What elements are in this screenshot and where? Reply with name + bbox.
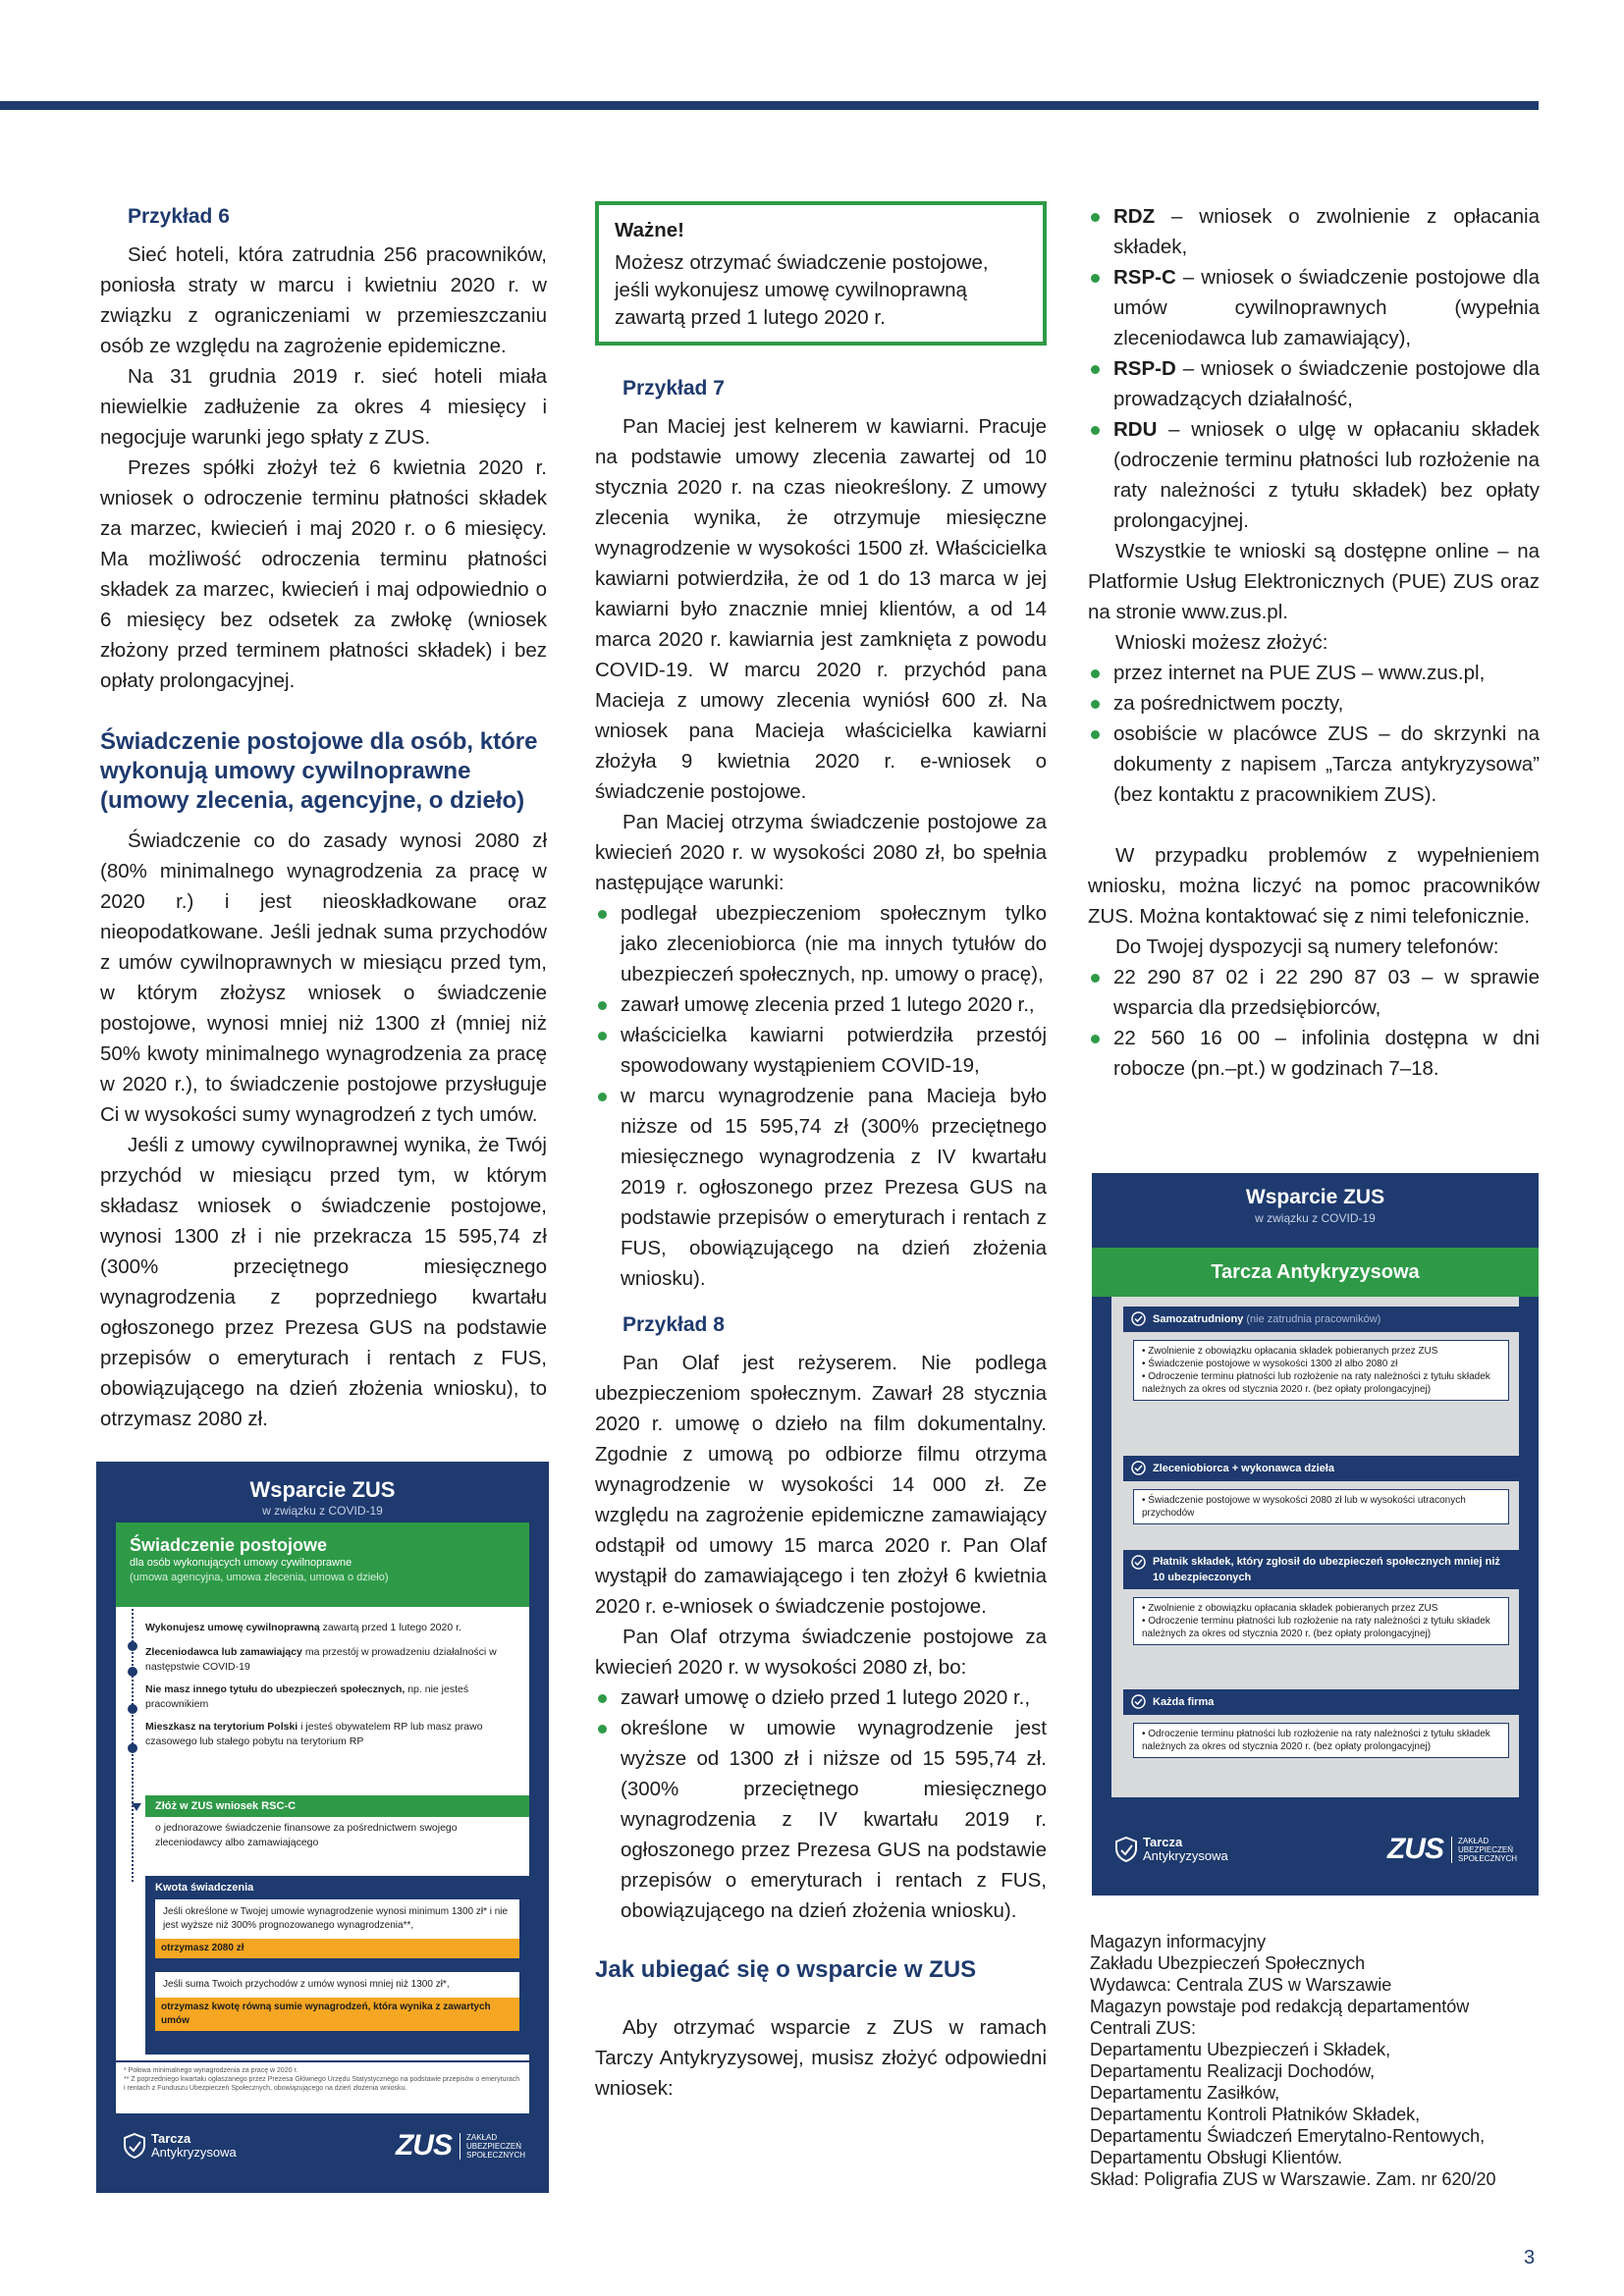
item-text: ma przestój w prowadzeniu działalności w następstwie COVID-19 (145, 1646, 497, 1673)
item-text: Świadczenie postojowe w wysokości 1300 zł albo 2080 zł (1148, 1359, 1398, 1369)
item-text: Odroczenie terminu płatności lub rozłożenie na raty należności z tytułu składek należnych za okres od stycznia 2020 r. (bez opłaty prolongacyjnej) (1142, 1729, 1490, 1752)
imprint-line: Departamentu Kontroli Płatników Składek, (1090, 2105, 1421, 2124)
imprint-line: Departamentu Zasiłków, (1090, 2083, 1280, 2103)
arrow-icon (132, 1803, 141, 1811)
group-platnik (1123, 1550, 1519, 1645)
check-circle-icon (1131, 1461, 1146, 1475)
group-item: • Odroczenie terminu płatności lub rozłożenie na raty należności z tytułu składek należnych za okres od stycznia 2020 r. (bez opłaty prolongacyjnej) (1142, 1371, 1490, 1395)
item-text: Zwolnienie z obowiązku opłacania składek pobieranych przez ZUS (1148, 1603, 1438, 1614)
tarcza-logo (124, 2132, 237, 2160)
form-code: RDU (1113, 418, 1158, 441)
item-text: Zwolnienie z obowiązku opłacania składek pobieranych przez ZUS (1148, 1346, 1438, 1357)
form-code: RSP-D (1113, 357, 1176, 380)
example-8-title: Przykład 8 (623, 1313, 725, 1336)
column-3 (1088, 201, 1540, 1084)
list-item: za pośrednictwem poczty, (1088, 688, 1540, 719)
form-desc: – wniosek o świadczenie postojowe dla umów cywilnoprawnych (wypełnia zleceniodawca lub zamawiający), (1113, 266, 1540, 349)
list-item: 22 290 87 02 i 22 290 87 03 – w sprawie wsparcia dla przedsiębiorców, (1088, 962, 1540, 1023)
item-bold: Nie masz innego tytułu do ubezpieczeń społecznych, (145, 1683, 406, 1695)
shield-icon (1115, 1837, 1137, 1862)
list-item: zawarł umowę zlecenia przed 1 lutego 2020 r., (595, 989, 1047, 1020)
imprint-line: Departamentu Świadczeń Emerytalno-Rentowych, (1090, 2126, 1486, 2146)
group-item: • Odroczenie terminu płatności lub rozłożenie na raty należności z tytułu składek należnych za okres od stycznia 2020 r. (bez opłaty prolongacyjnej) (1142, 1729, 1490, 1752)
form-desc: – wniosek o świadczenie postojowe dla prowadzących działalność, (1113, 357, 1540, 410)
groups-area (1111, 1297, 1519, 1797)
info-item (145, 1682, 518, 1712)
form-desc: – wniosek o zwolnienie z opłacania składek, (1113, 205, 1540, 258)
form-desc: – wniosek o ulgę w opłacaniu składek (odroczenie terminu płatności lub rozłożenie na raty należności z tytułu składek) bez opłaty prolongacyjnej. (1113, 418, 1540, 532)
imprint-line: Departamentu Ubezpieczeń i Składek, (1090, 2040, 1391, 2059)
group-samozatrudniony (1123, 1307, 1519, 1401)
timeline-dot (128, 1704, 137, 1714)
info-item (145, 1720, 518, 1749)
head-text: Zleceniobiorca + wykonawca dzieła (1153, 1463, 1334, 1474)
info-title: Wsparcie ZUS (1245, 1186, 1385, 1208)
imprint-line: Departamentu Obsługi Klientów. (1090, 2148, 1343, 2167)
paragraph: Pan Olaf jest reżyserem. Nie podlega ubezpieczeniom społecznym. Zawarł 28 stycznia 2020 r. umowę o dzieło na film dokumentalny. Zgodnie z umową po odbiorze filmu otrzyma wynagrodzenie w wysokości 14 000 zł. Ze względu na zagrożenie epidemiczne zamawiający odstąpił od umowy 15 marca 2020 r. Pan Olaf wystąpił do zamawiającego i ten złożył 6 kwietnia 2020 r. e-wniosek o świadczenie postojowe. (595, 1352, 1047, 1618)
shield-icon (124, 2133, 145, 2159)
item-text: np. nie jesteś pracownikiem (145, 1683, 469, 1710)
info-items (145, 1621, 518, 1749)
imprint-line: Departamentu Realizacji Dochodów, (1090, 2061, 1376, 2081)
case-result: otrzymasz kwotę równą sumie wynagrodzeń, która wynika z zawartych umów (155, 1998, 519, 2031)
head-text: Każda firma (1153, 1696, 1215, 1708)
imprint-line: Skład: Poligrafia ZUS w Warszawie. Zam. nr 620/20 (1090, 2169, 1496, 2189)
zus-text: ZAKŁAD (1457, 1836, 1489, 1845)
group-zleceniobiorca (1123, 1456, 1519, 1524)
list-item: w marcu wynagrodzenie pana Macieja było niższe od 15 595,74 zł (300% przeciętnego miesięcznego wynagrodzenia z IV kwartału 2019 r. ogłoszonego przez Prezesa GUS na podstawie przepisów o emeryturach i rentach z FUS, obowiązującego na dzień złożenia wniosku). (595, 1081, 1047, 1294)
item-text: Świadczenie postojowe w wysokości 2080 zł lub w wysokości utraconych przychodów (1142, 1495, 1466, 1519)
paragraph: W przypadku problemów z wypełnieniem wniosku, można liczyć na pomoc pracowników ZUS. Można kontaktować się z nimi telefonicznie. (1088, 844, 1540, 928)
item-text: i jesteś obywatelem RP lub masz prawo czasowego lub stałego pobytu na terytorium RP (145, 1721, 483, 1747)
conditions-list (595, 1682, 1047, 1926)
paragraph: Do Twojej dyspozycji są numery telefonów: (1115, 935, 1499, 958)
paragraph: Aby otrzymać wsparcie z ZUS w ramach Tarczy Antykryzysowej, musisz złożyć odpowiedni wniosek: (595, 2016, 1047, 2100)
column-2 (595, 201, 1047, 2104)
column-1 (100, 201, 547, 1434)
logo-text: Tarcza (1143, 1835, 1183, 1849)
list-item: podlegał ubezpieczeniom społecznym tylko jako zleceniobiorca (nie ma innych tytułów do ubezpieczeń społecznych, np. umowy o pracę), (595, 898, 1047, 989)
zus-text: ZAKŁAD (465, 2132, 498, 2142)
page-number: 3 (1524, 2247, 1536, 2269)
example-7-title: Przykład 7 (623, 377, 725, 400)
case-text: Jeśli suma Twoich przychodów z umów wynosi mniej niż 1300 zł*, (163, 1979, 450, 1990)
imprint (1090, 1931, 1538, 2190)
info-body (116, 1522, 529, 2060)
imprint-line: Centrali ZUS: (1090, 2018, 1197, 2038)
apply-bar: Złóż w ZUS wniosek RSC-C (145, 1795, 529, 1817)
check-circle-icon (1131, 1555, 1146, 1570)
info-title: Wsparcie ZUS (249, 1477, 396, 1502)
info-subtitle: w związku z COVID-19 (1255, 1211, 1376, 1225)
item-text: Odroczenie terminu płatności lub rozłożenie na raty należności z tytułu składek należnych za okres od stycznia 2020 r. (bez opłaty prolongacyjnej) (1142, 1616, 1490, 1639)
paragraph: Pan Maciej otrzyma świadczenie postojowe za kwiecień 2020 r. w wysokości 2080 zł, bo spełnia następujące warunki: (595, 811, 1047, 894)
info-green-header (116, 1522, 529, 1607)
group-items (1133, 1597, 1509, 1645)
head-text: Płatnik składek, który zgłosił do ubezpieczeń społecznych mniej niż 10 ubezpieczonych (1153, 1556, 1500, 1583)
footnote: ** Z poprzedniego kwartału ogłaszanego przez Prezesa Głównego Urzędu Statystycznego na podstawie przepisów o emeryturach i rentach z Funduszu Ubezpieczeń Społecznych, obowiązującego na dzień złożenia wniosku. (124, 2076, 520, 2092)
imprint-line: Magazyn powstaje pod redakcją departamentów (1090, 1997, 1470, 2016)
info-footer (124, 2129, 525, 2163)
zus-logo (1387, 1833, 1517, 1866)
item-bold: Mieszkasz na terytorium Polski (145, 1721, 298, 1733)
timeline-dot (128, 1667, 137, 1677)
info-item (145, 1645, 518, 1675)
form-code: RDZ (1113, 205, 1156, 228)
list-item (1088, 414, 1540, 536)
paragraph: Jeśli z umowy cywilnoprawnej wynika, że Twój przychód w miesiącu przed tym, w którym składasz wniosek o świadczenie postojowe, wynosi 1300 zł i nie przekracza 15 595,74 zł (300% przeciętnego miesięcznego wynagrodzenia z poprzedniego kwartału ogłoszonego przez Prezesa GUS na podstawie przepisów o emeryturach i rentach z FUS, obowiązującego na dzień złożenia wniosku), to otrzymasz 2080 zł. (100, 1134, 547, 1430)
list-item (1088, 201, 1540, 262)
check-circle-icon (1131, 1311, 1146, 1326)
phones-list (1088, 962, 1540, 1084)
example-6-title: Przykład 6 (128, 205, 230, 228)
info-subtitle: w związku z COVID-19 (262, 1504, 383, 1518)
group-items (1133, 1340, 1509, 1401)
list-item (1088, 262, 1540, 353)
important-box (595, 201, 1047, 346)
info-footer (1115, 1833, 1517, 1866)
conditions-list (595, 898, 1047, 1294)
paragraph: Prezes spółki złożył też 6 kwietnia 2020 r. wniosek o odroczenie terminu płatności składek za marzec, kwiecień i maj 2020 r. o 6 miesięcy. Ma możliwość odroczenia terminu płatności składek za marzec, kwiecień i maj odpowiednio o 6 miesięcy bez odsetek za zwłokę (wniosek złożony przed terminem płatności składek) i bez opłaty prolongacyjnej. (100, 456, 547, 692)
green-sub: (umowa agencyjna, umowa zlecenia, umowa o dzieło) (130, 1572, 389, 1583)
paragraph: Pan Olaf otrzyma świadczenie postojowe za kwiecień 2020 r. w wysokości 2080 zł, bo: (595, 1626, 1047, 1679)
logo-text: Antykryzysowa (151, 2145, 237, 2160)
zus-text: UBEZPIECZEŃ (1457, 1844, 1513, 1854)
green-title-bar: Tarcza Antykryzysowa (1092, 1248, 1539, 1297)
group-head (1123, 1550, 1519, 1589)
group-kazda-firma (1123, 1689, 1519, 1758)
footnote: * Połowa minimalnego wynagrodzenia za pracę w 2020 r. (124, 2067, 298, 2074)
zus-logo (396, 2129, 525, 2163)
list-item: przez internet na PUE ZUS – www.zus.pl, (1088, 658, 1540, 688)
section-heading: Świadczenie postojowe dla osób, które wykonują umowy cywilnoprawne (umowy zlecenia, agencyjne, o dzieło) (100, 728, 538, 814)
section-heading: Jak ubiegać się o wsparcie w ZUS (595, 1956, 977, 1983)
group-item: • Odroczenie terminu płatności lub rozłożenie na raty należności z tytułu składek należnych za okres od stycznia 2020 r. (bez opłaty prolongacyjnej) (1142, 1616, 1490, 1639)
imprint-line: Wydawca: Centrala ZUS w Warszawie (1090, 1975, 1392, 1995)
important-title: Ważne! (615, 219, 684, 241)
group-item: • Zwolnienie z obowiązku opłacania składek pobieranych przez ZUS (1142, 1603, 1438, 1614)
case-2 (155, 1972, 519, 2031)
zus-mark: ZUS (1386, 1833, 1443, 1865)
amount-box (145, 1876, 529, 2055)
item-text: zawartą przed 1 lutego 2020 r. (319, 1622, 461, 1633)
paragraph: Wnioski możesz złożyć: (1115, 631, 1328, 654)
imprint-line: Zakładu Ubezpieczeń Społecznych (1090, 1953, 1366, 1973)
infographic-postojowe (96, 1462, 549, 2193)
head-text: Samozatrudniony (1153, 1313, 1244, 1325)
form-code: RSP-C (1113, 266, 1176, 289)
list-item: zawarł umowę o dzieło przed 1 lutego 2020 r., (595, 1682, 1047, 1713)
footnotes (116, 2062, 529, 2113)
group-head (1123, 1689, 1519, 1715)
tarcza-logo (1115, 1836, 1228, 1863)
group-head (1123, 1456, 1519, 1481)
group-items (1133, 1723, 1509, 1758)
paragraph: Sieć hoteli, która zatrudnia 256 pracowników, poniosła straty w marcu i kwietniu 2020 r. w związku z ograniczeniami w przemieszczaniu osób ze względu na zagrożenie epidemiczne. (100, 243, 547, 357)
list-item (1088, 353, 1540, 414)
logo-text: Tarcza (151, 2131, 191, 2146)
case-1 (155, 1899, 519, 1958)
infographic-tarcza (1092, 1173, 1539, 1896)
timeline-dot (128, 1743, 137, 1753)
zus-mark: ZUS (395, 2129, 452, 2162)
paragraph: Pan Maciej jest kelnerem w kawiarni. Pracuje na podstawie umowy zlecenia zawartej od 10 stycznia 2020 r. na czas nieokreślony. Z umowy zlecenia wynika, że otrzymuje miesięczne wynagrodzenie w wysokości 1500 zł. Właścicielka kawiarni potwierdziła, że od 1 do 13 marca w jej kawiarni było znacznie mniej klientów, a od 14 marca 2020 r. kawiarnia jest zamknięta z powodu COVID-19. W marcu 2020 r. przychód pana Macieja z umowy zlecenia wyniósł 600 zł. Na wniosek pana Macieja właścicielka kawiarni złożyła 9 kwietnia 2020 r. e-wniosek o świadczenie postojowe. (595, 415, 1047, 803)
head-note: (nie zatrudnia pracowników) (1243, 1313, 1381, 1325)
paragraph: Wszystkie te wnioski są dostępne online – na Platformie Usług Elektronicznych (PUE) ZUS oraz na stronie www.zus.pl. (1088, 540, 1540, 623)
group-item: • Zwolnienie z obowiązku opłacania składek pobieranych przez ZUS (1142, 1346, 1438, 1357)
list-item: określone w umowie wynagrodzenie jest wyższe od 1300 zł i niższe od 15 595,74 zł. (300% przeciętnego miesięcznego wynagrodzenia z IV kwartału 2019 r. ogłoszonego przez Prezesa GUS na podstawie przepisów o emeryturach i rentach z FUS, obowiązującego na dzień złożenia wniosku). (595, 1713, 1047, 1926)
zus-text: SPOŁECZNYCH (465, 2150, 525, 2160)
zus-text: UBEZPIECZEŃ (465, 2141, 521, 2151)
zus-text: SPOŁECZNYCH (1457, 1853, 1517, 1863)
green-title: Świadczenie postojowe (130, 1535, 328, 1555)
group-head (1123, 1307, 1519, 1332)
list-item: 22 560 16 00 – infolinia dostępna w dni robocze (pn.–pt.) w godzinach 7–18. (1088, 1023, 1540, 1084)
check-circle-icon (1131, 1694, 1146, 1709)
group-items (1133, 1489, 1509, 1524)
top-rule (0, 101, 1539, 110)
imprint-line: Magazyn informacyjny (1090, 1932, 1267, 1951)
paragraph: Świadczenie co do zasady wynosi 2080 zł (80% minimalnego wynagrodzenia za pracę w 2020 r.) i jest nieoskładkowane oraz nieopodatkowane. Jeśli jednak suma przychodów z umów cywilnoprawnych w miesiącu przed tym, w którym złożysz wniosek o świadczenie postojowe, wynosi mniej niż 1300 zł (mniej niż 50% kwoty minimalnego wynagrodzenia za pracę w 2020 r.), to świadczenie postojowe przysługuje Ci w wysokości sumy wynagrodzeń z tych umów. (100, 829, 547, 1126)
list-item: właścicielka kawiarni potwierdziła przestój spowodowany wystąpieniem COVID-19, (595, 1020, 1047, 1081)
item-bold: Wykonujesz umowę cywilnoprawną (145, 1622, 320, 1633)
forms-list (1088, 201, 1540, 536)
logo-text: Antykryzysowa (1143, 1848, 1228, 1863)
case-text: Jeśli określone w Twojej umowie wynagrodzenie wynosi minimum 1300 zł* i nie jest wyższe niż 300% prognozowanego wynagrodzenia**, (163, 1906, 509, 1931)
item-bold: Zleceniodawca lub zamawiający (145, 1646, 302, 1658)
apply-desc: o jednorazowe świadczenie finansowe za pośrednictwem swojego zleceniodawcy albo zamawiającego (155, 1822, 458, 1848)
paragraph: Na 31 grudnia 2019 r. sieć hoteli miała niewielkie zadłużenie za okres 4 miesięcy i negocjuje warunki jego spłaty z ZUS. (100, 365, 547, 449)
channels-list (1088, 658, 1540, 810)
green-sub: dla osób wykonujących umowy cywilnoprawne (130, 1557, 352, 1569)
group-item: • Świadczenie postojowe w wysokości 1300 zł albo 2080 zł (1142, 1359, 1398, 1369)
item-text: Odroczenie terminu płatności lub rozłożenie na raty należności z tytułu składek należnych za okres od stycznia 2020 r. (bez opłaty prolongacyjnej) (1142, 1371, 1490, 1395)
timeline-dot (128, 1641, 137, 1651)
case-result: otrzymasz 2080 zł (155, 1939, 519, 1958)
amount-title: Kwota świadczenia (155, 1882, 254, 1894)
group-item: • Świadczenie postojowe w wysokości 2080 zł lub w wysokości utraconych przychodów (1142, 1495, 1466, 1519)
info-item (145, 1621, 518, 1635)
important-text: Możesz otrzymać świadczenie postojowe, jeśli wykonujesz umowę cywilnoprawną zawartą przed 1 lutego 2020 r. (615, 251, 989, 329)
list-item: osobiście w placówce ZUS – do skrzynki na dokumenty z napisem „Tarcza antykryzysowa” (bez kontaktu z pracownikiem ZUS). (1088, 719, 1540, 810)
